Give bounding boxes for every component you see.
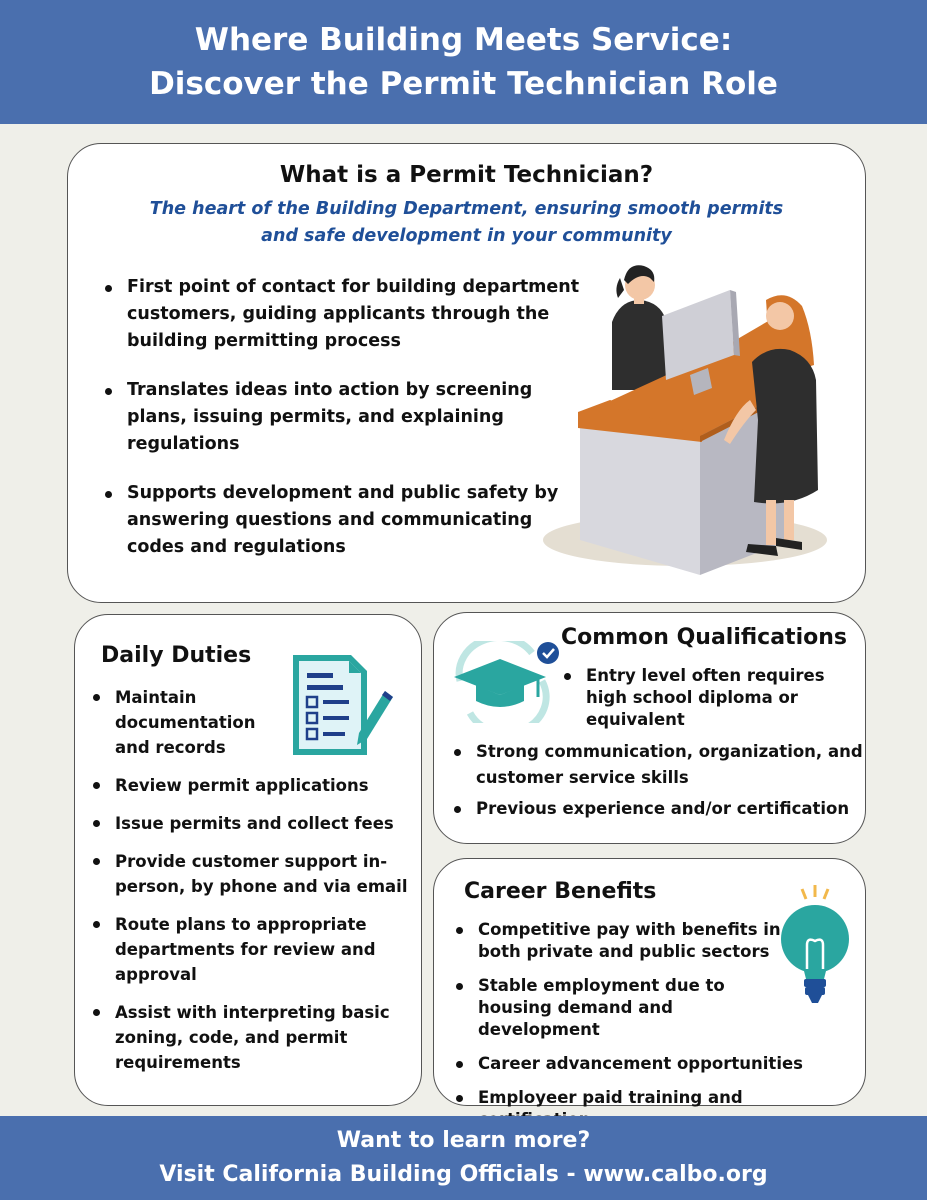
daily-duties-card — [74, 614, 422, 1106]
graduation-cap-icon — [448, 641, 560, 723]
benefits-list-item: Competitive pay with benefits in both private and public sectors — [456, 919, 786, 963]
benefits-card — [433, 858, 866, 1106]
permit-counter-illustration — [540, 250, 840, 580]
qualifications-list-item: Entry level often requires high school diploma or equivalent — [564, 665, 854, 731]
daily-list-item: Assist with interpreting basic zoning, code, and permit requirements — [93, 1000, 413, 1075]
benefits-title: Career Benefits — [464, 879, 657, 904]
benefits-list-item: Stable employment due to housing demand and development — [456, 975, 786, 1041]
benefits-list-item: Employeer paid training and — [456, 1087, 856, 1131]
what-title: What is a Permit Technician? — [279, 162, 654, 188]
qualifications-list-top — [564, 665, 854, 731]
what-subtitle-line2: and safe development in your community — [261, 226, 672, 246]
qualifications-list-item: Previous experience and/or certification — [454, 796, 864, 822]
header-banner — [0, 0, 927, 124]
footer-line1: Want to learn more? — [336, 1128, 591, 1153]
qualifications-title: Common Qualifications — [561, 625, 847, 650]
daily-list-item: Issue permits and collect fees — [93, 811, 413, 836]
benefits-list-item: Career advancement opportunities — [456, 1053, 856, 1075]
daily-list-item: Route plans to appropriate departments for review and approval — [93, 912, 413, 987]
daily-list — [93, 685, 413, 1088]
qualifications-list — [454, 739, 864, 827]
qualifications-list-item: Strong communication, organization, and customer service skills — [454, 739, 864, 791]
qualifications-card — [433, 612, 866, 844]
daily-list-item: Review permit applications — [93, 773, 413, 798]
header-title-line1: Where Building Meets Service: — [194, 22, 733, 58]
daily-title: Daily Duties — [101, 643, 252, 668]
footer-link[interactable]: Visit California Building Officials - www.calbo.org — [159, 1162, 768, 1187]
what-list-item: First point of contact for building department customers, guiding applicants through the building permitting process — [105, 274, 585, 355]
footer-banner — [0, 1116, 927, 1200]
benefits-list — [456, 919, 856, 1143]
what-subtitle — [68, 196, 865, 250]
daily-list-item: Provide customer support in-person, by phone and via email — [93, 849, 413, 899]
what-list-item: Supports development and public safety by answering questions and communicating codes and regulations — [105, 480, 585, 561]
header-title-line2: Discover the Permit Technician Role — [149, 66, 778, 102]
what-list-item: Translates ideas into action by screening plans, issuing permits, and explaining regulations — [105, 377, 585, 458]
what-list — [105, 274, 585, 583]
what-subtitle-line1: The heart of the Building Department, ensuring smooth permits — [149, 199, 784, 219]
daily-list-item: Maintain documentation and records — [93, 685, 263, 760]
